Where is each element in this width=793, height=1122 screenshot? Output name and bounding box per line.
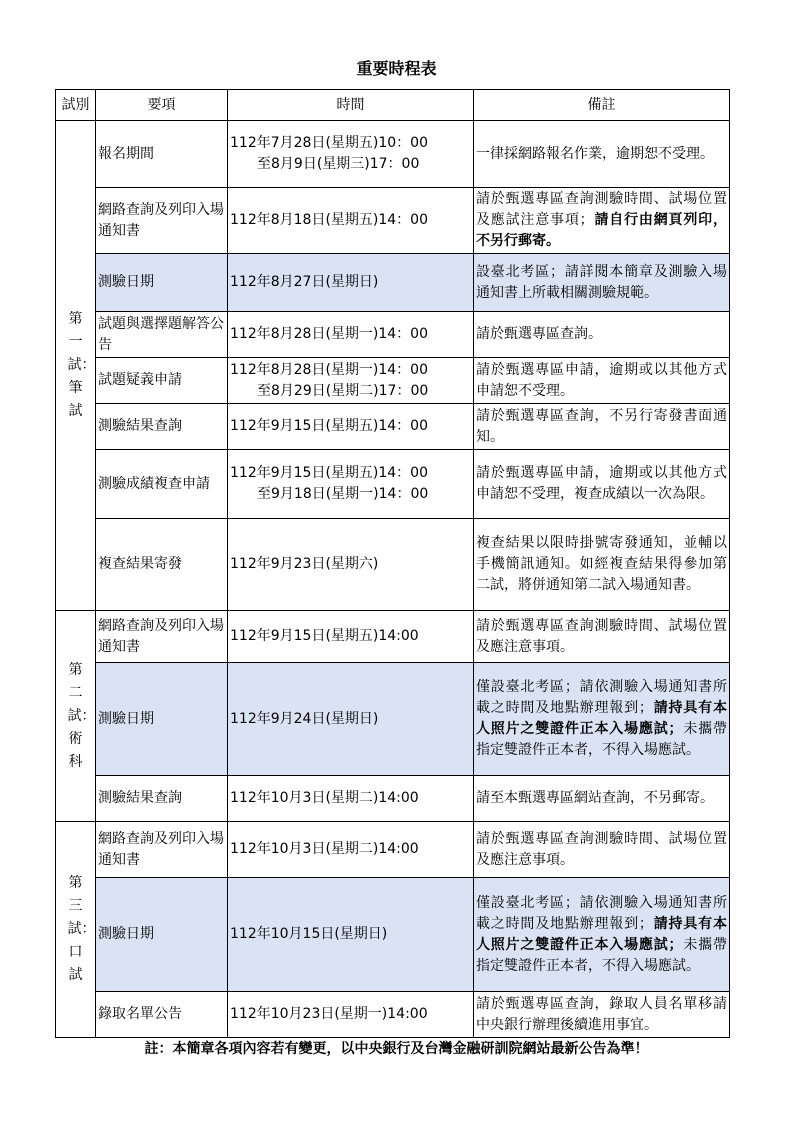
time-start: 112年10月3日(星期二)14:00 — [230, 790, 419, 806]
time-end: 至9月18日(星期一)14：00 — [257, 486, 429, 502]
time-start: 112年9月24日(星期日) — [230, 710, 379, 727]
stage-cell — [56, 611, 96, 822]
note-tail-text: 未攜帶指定雙證件正本者，不得入場應試。 — [476, 721, 727, 758]
time-start: 112年9月23日(星期六) — [230, 556, 379, 572]
note-text: 複查結果以限時掛號寄發通知，並輔以手機簡訊通知。如經複查結果得參加第二試，將併通知第二試入場通知書。 — [476, 535, 727, 593]
table-row — [56, 254, 730, 312]
table-row — [56, 121, 730, 188]
header-note: 備註 — [474, 90, 730, 121]
time-cell — [228, 312, 474, 358]
note-bold-text: 請自行由網頁列印，不另行郵寄。 — [476, 212, 727, 249]
note-text: 請於甄選專區查詢，不另行寄發書面通知。 — [476, 407, 727, 445]
item-cell: 測驗成績複查申請 — [96, 450, 228, 519]
time-cell — [228, 822, 474, 878]
table-row — [56, 663, 730, 776]
schedule-table — [55, 89, 730, 1038]
note-bold-text: 請持具有本人照片之雙證件正本入場應試； — [476, 915, 727, 953]
note-tail-text: 未攜帶指定雙證件正本者，不得入場應試。 — [476, 936, 727, 974]
table-row — [56, 404, 730, 450]
time-cell — [228, 404, 474, 450]
note-cell — [474, 121, 730, 188]
note-text: 請於甄選專區查詢測驗時間、試場位置及應注意事項。 — [476, 830, 727, 868]
table-row — [56, 450, 730, 519]
time-cell — [228, 878, 474, 992]
note-text: 請於甄選專區查詢測驗時間、試場位置及應注意事項。 — [476, 617, 727, 655]
time-start: 112年10月23日(星期一)14:00 — [230, 1006, 428, 1022]
time-start: 112年10月15日(星期日) — [230, 926, 388, 942]
note-cell — [474, 519, 730, 611]
stage-label: 第三試：口試 — [67, 875, 96, 983]
table-row — [56, 822, 730, 878]
header-stage: 試別 — [56, 90, 96, 121]
note-cell — [474, 404, 730, 450]
time-cell — [228, 776, 474, 822]
note-cell — [474, 776, 730, 822]
table-row — [56, 611, 730, 663]
note-text: 請於甄選專區申請，逾期或以其他方式申請恕不受理。 — [476, 361, 727, 399]
table-row — [56, 358, 730, 404]
table-row — [56, 519, 730, 611]
time-start: 112年8月28日(星期一)14：00 — [230, 326, 428, 342]
note-text: 僅設臺北考區；請依測驗入場通知書所載之時間及地點辦理報到； — [476, 894, 727, 932]
time-cell — [228, 519, 474, 611]
item-cell: 複查結果寄發 — [96, 519, 228, 611]
table-row — [56, 312, 730, 358]
header-item: 要項 — [96, 90, 228, 121]
item-cell: 錄取名單公告 — [96, 992, 228, 1038]
time-start: 112年8月27日(星期日) — [230, 274, 379, 290]
note-text: 僅設臺北考區；請依測驗入場通知書所載之時間及地點辦理報到； — [476, 679, 727, 716]
note-cell — [474, 450, 730, 519]
item-cell: 網路查詢及列印入場通知書 — [96, 611, 228, 663]
time-start: 112年9月15日(星期五)14：00 — [230, 465, 428, 481]
note-cell — [474, 358, 730, 404]
stage-cell — [56, 121, 96, 611]
item-cell: 測驗結果查詢 — [96, 776, 228, 822]
stage-label: 第一試：筆試 — [67, 311, 96, 419]
item-cell: 報名期間 — [96, 121, 228, 188]
note-cell — [474, 312, 730, 358]
note-cell — [474, 822, 730, 878]
time-start: 112年8月28日(星期一)14：00 — [230, 361, 428, 378]
time-cell — [228, 663, 474, 776]
note-text: 請於甄選專區申請，逾期或以其他方式申請恕不受理，複查成績以一次為限。 — [476, 465, 727, 502]
item-cell: 測驗日期 — [96, 254, 228, 312]
note-cell — [474, 254, 730, 312]
time-end: 至8月29日(星期二)17：00 — [257, 382, 429, 399]
note-text: 設臺北考區；請詳閱本簡章及測驗入場通知書上所載相關測驗規範。 — [476, 263, 727, 301]
footnote: 註：本簡章各項內容若有變更，以中央銀行及台灣金融研訓院網站最新公告為準！ — [144, 1041, 649, 1057]
stage-label: 第二試：術科 — [67, 661, 96, 770]
item-cell: 網路查詢及列印入場通知書 — [96, 822, 228, 878]
time-cell — [228, 121, 474, 188]
time-cell — [228, 992, 474, 1038]
note-text: 請於甄選專區查詢測驗時間、試場位置及應試注意事項； — [476, 191, 727, 228]
table-row — [56, 992, 730, 1038]
item-cell: 測驗日期 — [96, 878, 228, 992]
table-row — [56, 776, 730, 822]
item-cell: 網路查詢及列印入場通知書 — [96, 188, 228, 254]
time-start: 112年9月15日(星期五)14：00 — [230, 418, 428, 434]
note-cell — [474, 878, 730, 992]
item-cell: 測驗結果查詢 — [96, 404, 228, 450]
time-cell — [228, 358, 474, 404]
time-start: 112年10月3日(星期二)14:00 — [230, 841, 419, 857]
time-cell — [228, 188, 474, 254]
table-row — [56, 188, 730, 254]
note-cell — [474, 663, 730, 776]
item-cell: 測驗日期 — [96, 663, 228, 776]
note-text: 請至本甄選專區網站查詢，不另郵寄。 — [476, 790, 714, 806]
item-cell: 試題與選擇題解答公告 — [96, 312, 228, 358]
time-cell — [228, 450, 474, 519]
stage-cell — [56, 822, 96, 1038]
note-text: 請於甄選專區查詢，錄取人員名單移請中央銀行辦理後續進用事宜。 — [476, 995, 727, 1033]
note-text: 請於甄選專區查詢。 — [476, 326, 602, 342]
table-header-row — [56, 90, 730, 121]
time-start: 112年7月28日(星期五)10：00 — [230, 135, 428, 151]
header-time: 時間 — [228, 90, 474, 121]
note-bold-text: 請持具有本人照片之雙證件正本入場應試； — [476, 700, 727, 737]
table-row — [56, 878, 730, 992]
time-start: 112年8月18日(星期五)14：00 — [230, 212, 428, 228]
note-text: 一律採網路報名作業，逾期恕不受理。 — [476, 145, 714, 162]
page-title: 重要時程表 — [356, 59, 437, 78]
note-cell — [474, 611, 730, 663]
item-cell: 試題疑義申請 — [96, 358, 228, 404]
time-cell — [228, 611, 474, 663]
time-start: 112年9月15日(星期五)14:00 — [230, 628, 419, 644]
note-cell — [474, 992, 730, 1038]
time-end: 至8月9日(星期三)17：00 — [257, 156, 420, 172]
note-cell — [474, 188, 730, 254]
time-cell — [228, 254, 474, 312]
